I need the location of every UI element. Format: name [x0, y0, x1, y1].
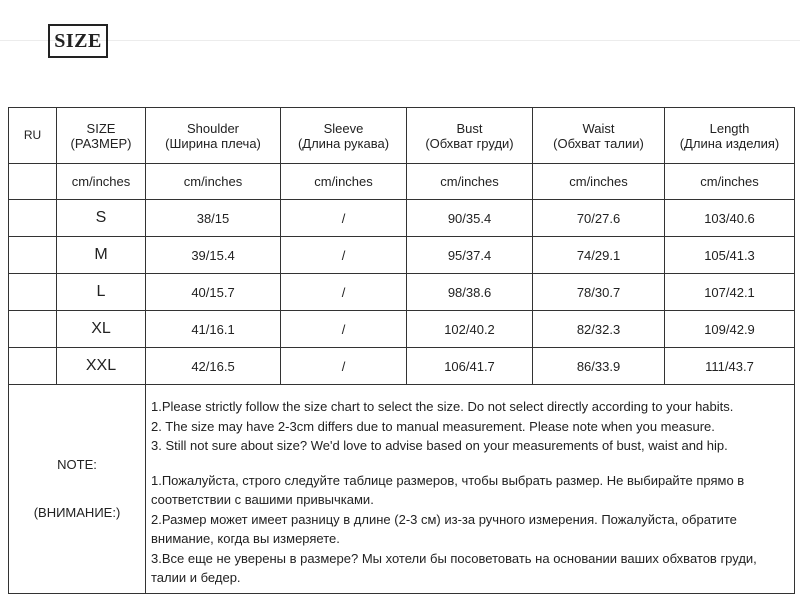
table-row — [9, 237, 795, 274]
header-length: Length (Длина изделия) — [665, 108, 795, 164]
bust-cell: 90/35.4 — [407, 200, 533, 237]
unit-cell: cm/inches — [57, 164, 146, 200]
size-cell: M — [57, 237, 146, 274]
length-cell: 109/42.9 — [665, 311, 795, 348]
ru-cell — [9, 311, 57, 348]
bust-cell: 102/40.2 — [407, 311, 533, 348]
sleeve-cell: / — [281, 200, 407, 237]
note-label: NOTE: — [57, 457, 97, 472]
header-bust: Bust (Обхват груди) — [407, 108, 533, 164]
length-cell: 111/43.7 — [665, 348, 795, 385]
ru-cell — [9, 237, 57, 274]
sleeve-cell: / — [281, 237, 407, 274]
size-cell: XXL — [57, 348, 146, 385]
sleeve-cell: / — [281, 274, 407, 311]
length-cell: 107/42.1 — [665, 274, 795, 311]
note-en-1: 1.Please strictly follow the size chart to select the size. Do not select directly according to your habits. — [151, 399, 734, 414]
shoulder-cell: 41/16.1 — [146, 311, 281, 348]
header-sleeve: Sleeve (Длина рукава) — [281, 108, 407, 164]
length-cell: 103/40.6 — [665, 200, 795, 237]
unit-cell: cm/inches — [281, 164, 407, 200]
table-row — [9, 200, 795, 237]
size-chart-table — [8, 107, 795, 594]
note-en-2: 2. The size may have 2-3cm differs due to manual measurement. Please note when you measure. — [151, 418, 715, 434]
unit-cell: cm/inches — [407, 164, 533, 200]
header-ru: RU — [9, 108, 57, 164]
unit-cell: cm/inches — [533, 164, 665, 200]
ru-cell — [9, 200, 57, 237]
sleeve-cell: / — [281, 348, 407, 385]
size-cell: L — [57, 274, 146, 311]
note-ru-2: 2.Размер может имеет разницу в длине (2-3 см) из-за ручного измерения. Пожалуйста, обратите внимание, когда вы измеряете. — [151, 511, 737, 546]
note-ru-1: 1.Пожалуйста, строго следуйте таблице размеров, чтобы выбрать размер. Не выбирайте прямо в соответствии с вашими привычками. — [151, 472, 745, 507]
note-en-3: 3. Still not sure about size? We'd love to advise based on your measurements of bust, waist and hip. — [151, 438, 728, 453]
table-row — [9, 348, 795, 385]
ru-cell — [9, 348, 57, 385]
waist-cell: 86/33.9 — [533, 348, 665, 385]
unit-cell: cm/inches — [146, 164, 281, 200]
size-cell: XL — [57, 311, 146, 348]
bust-cell: 98/38.6 — [407, 274, 533, 311]
shoulder-cell: 38/15 — [146, 200, 281, 237]
header-size: SIZE (РАЗМЕР) — [57, 108, 146, 164]
bust-cell: 106/41.7 — [407, 348, 533, 385]
note-row — [9, 385, 795, 594]
header-row — [9, 108, 795, 164]
table-row — [9, 274, 795, 311]
waist-cell: 74/29.1 — [533, 237, 665, 274]
note-label-ru: (ВНИМАНИЕ:) — [33, 505, 121, 520]
header-waist: Waist (Обхват талии) — [533, 108, 665, 164]
top-divider — [0, 40, 800, 41]
unit-cell — [9, 164, 57, 200]
ru-cell — [9, 274, 57, 311]
note-label-cell — [9, 385, 146, 594]
shoulder-cell: 40/15.7 — [146, 274, 281, 311]
waist-cell: 82/32.3 — [533, 311, 665, 348]
shoulder-cell: 39/15.4 — [146, 237, 281, 274]
waist-cell: 70/27.6 — [533, 200, 665, 237]
size-cell: S — [57, 200, 146, 237]
unit-cell: cm/inches — [665, 164, 795, 200]
length-cell: 105/41.3 — [665, 237, 795, 274]
table-row — [9, 311, 795, 348]
page-title: SIZE — [48, 24, 108, 58]
waist-cell: 78/30.7 — [533, 274, 665, 311]
units-row — [9, 164, 795, 200]
note-ru-3: 3.Все еще не уверены в размере? Мы хотели бы посоветовать на основании ваших обхватов груди, талии и бедер. — [151, 550, 757, 585]
bust-cell: 95/37.4 — [407, 237, 533, 274]
notes-text-cell — [146, 385, 795, 594]
sleeve-cell: / — [281, 311, 407, 348]
shoulder-cell: 42/16.5 — [146, 348, 281, 385]
header-shoulder: Shoulder (Ширина плеча) — [146, 108, 281, 164]
